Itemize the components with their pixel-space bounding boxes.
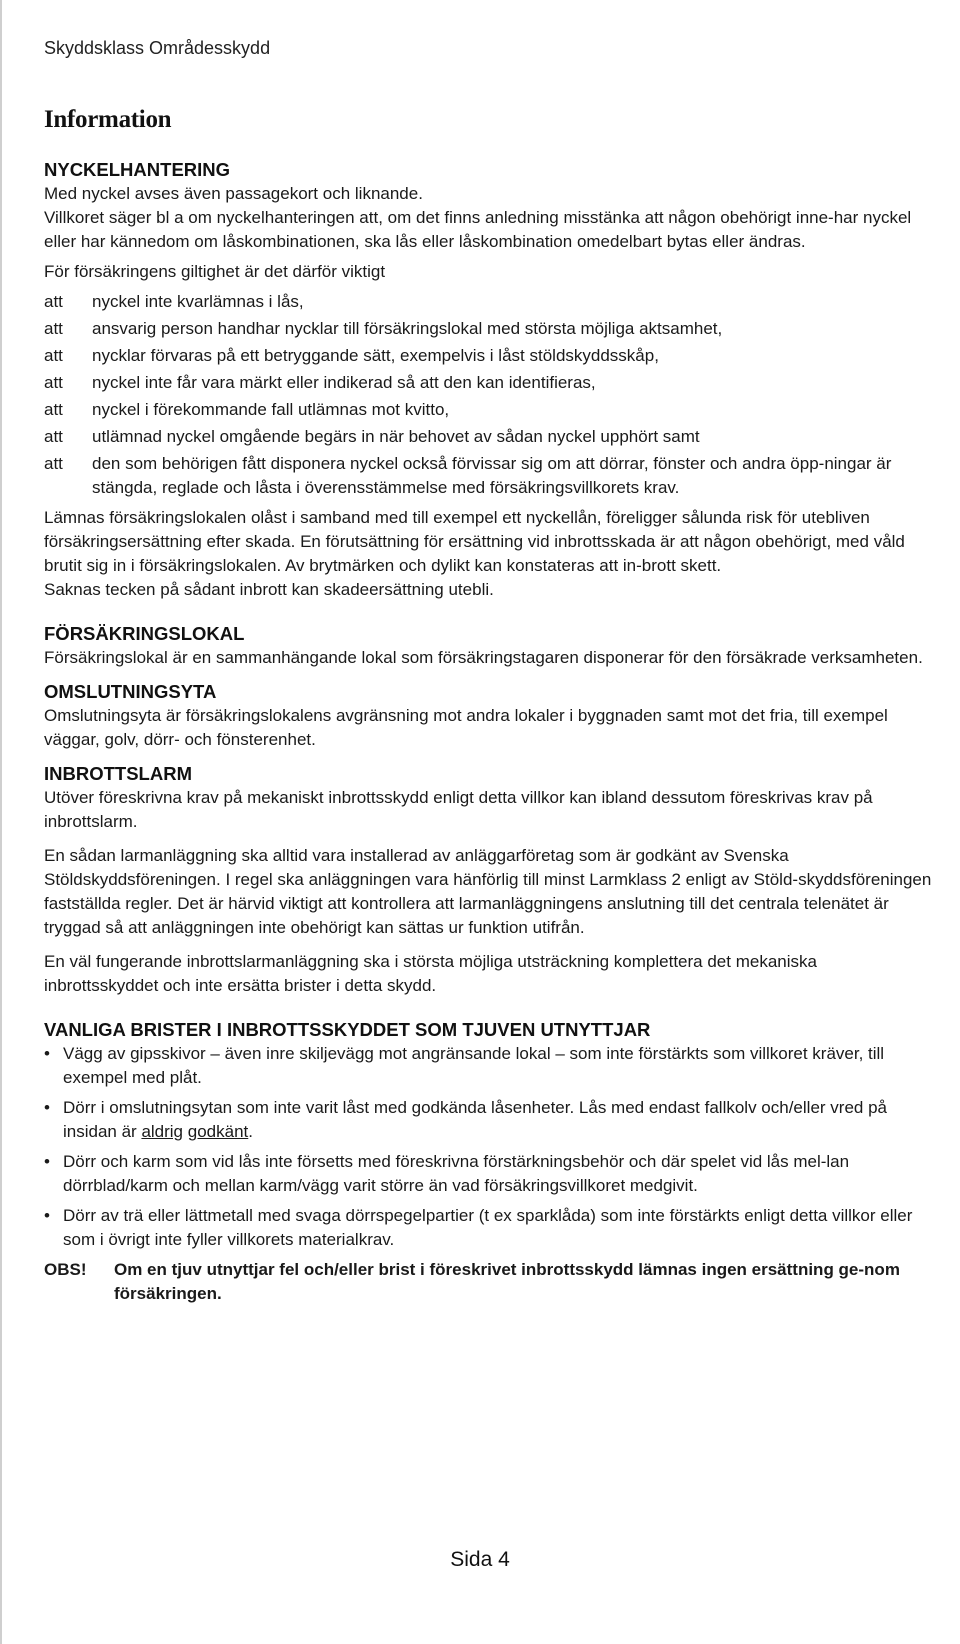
paragraph: En väl fungerande inbrottslarmanläggning ska i största möjliga utsträckning komplettera det mekaniska inbrottsskyddet och inte ersätta brister i detta skydd. [44, 952, 817, 995]
list-item-text: nycklar förvaras på ett betryggande sätt, exempelvis i låst stöldskyddsskåp, [92, 346, 659, 365]
paragraph: Med nyckel avses även passagekort och liknande. [44, 184, 423, 203]
page-title: Information [44, 106, 172, 133]
att-label: att [44, 373, 63, 392]
list-item [44, 398, 936, 422]
list-item-text: nyckel inte får vara märkt eller indikerad så att den kan identifieras, [92, 373, 596, 392]
heading-omslutningsyta: OMSLUTNINGSYTA [44, 681, 217, 702]
page-number: Sida 4 [450, 1548, 510, 1571]
list-item [44, 344, 936, 368]
main-content [44, 158, 936, 1306]
att-label: att [44, 400, 63, 419]
list-item-text [63, 1096, 936, 1144]
list-item [44, 425, 936, 449]
paragraph: För försäkringens giltighet är det därför viktigt [44, 262, 386, 281]
list-item [44, 1150, 936, 1198]
paragraph: Utöver föreskrivna krav på mekaniskt inbrottsskydd enligt detta villkor kan ibland dessutom föreskrivas krav på inbrottslarm. [44, 788, 873, 831]
heading-inbrottslarm: INBROTTSLARM [44, 763, 192, 784]
paragraph: Omslutningsyta är försäkringslokalens avgränsning mot andra lokaler i byggnaden samt mot det fria, till exempel väggar, golv, dörr- och fönsterenhet. [44, 706, 888, 749]
paragraph: Försäkringslokal är en sammanhängande lokal som försäkringstagaren disponerar för den försäkrade verksamheten. [44, 648, 923, 667]
list-item [44, 371, 936, 395]
list-item-text: nyckel inte kvarlämnas i lås, [92, 292, 304, 311]
att-label: att [44, 346, 63, 365]
paragraph: Lämnas försäkringslokalen olåst i samband med till exempel ett nyckellån, föreligger sålunda risk för utebliven försäkringsersättning efter skada. En förutsättning för ersättning vid inbrottsskada är att någon obehörigt, med våld brutit sig in i försäkringslokalen. Av brytmärken och dylikt kan konstateras att in-brott skett. [44, 508, 905, 575]
list-item-text: Dörr och karm som vid lås inte försetts med föreskrivna förstärkningsbehör och där spelet vid lås mel-lan dörrblad/karm och mellan karm/vägg varit större än vad försäkringsvillkoret medgivit. [63, 1152, 850, 1195]
list-item [44, 1204, 936, 1252]
list-item [44, 1096, 936, 1144]
bullet-icon: • [44, 1206, 50, 1225]
underlined-word: godkänt [187, 1122, 249, 1141]
list-item-text: Vägg av gipsskivor – även inre skiljevägg mot angränsande lokal – som inte förstärkts som villkoret kräver, till exempel med plåt. [63, 1044, 885, 1087]
list-item [44, 317, 936, 341]
list-item-text: den som behörigen fått disponera nyckel också förvissar sig om att dörrar, fönster och andra öpp-ningar är stängda, reglade och låsta i överensstämmelse med försäkringsvillkorets krav. [92, 454, 892, 497]
obs-label: OBS! [44, 1260, 87, 1279]
list-item-text: ansvarig person handhar nycklar till försäkringslokal med största möjliga aktsamhet, [92, 319, 723, 338]
att-list [44, 290, 936, 500]
list-item [44, 290, 936, 314]
att-label: att [44, 319, 63, 338]
bullet-icon: • [44, 1152, 50, 1171]
list-item [44, 1042, 936, 1090]
obs-note [44, 1258, 936, 1306]
text-run: . [248, 1122, 253, 1141]
heading-vanliga-brister: VANLIGA BRISTER I INBROTTSSKYDDET SOM TJUVEN UTNYTTJAR [44, 1019, 651, 1040]
bullet-list [44, 1042, 936, 1252]
att-label: att [44, 427, 63, 446]
att-label: att [44, 454, 63, 473]
list-item-text: utlämnad nyckel omgående begärs in när behovet av sådan nyckel upphört samt [92, 427, 700, 446]
heading-nyckelhantering: NYCKELHANTERING [44, 159, 231, 180]
list-item-text: Dörr av trä eller lättmetall med svaga dörrspegelpartier (t ex sparklåda) som inte förstärkts enligt detta villkor eller som i övrigt inte fyller villkorets materialkrav. [63, 1206, 913, 1249]
paragraph: Saknas tecken på sådant inbrott kan skadeersättning utebli. [44, 580, 494, 599]
att-label: att [44, 292, 63, 311]
heading-forsakringslokal: FÖRSÄKRINGSLOKAL [44, 623, 245, 644]
list-item [44, 452, 936, 500]
text-run: Dörr i omslutningsytan som inte varit låst med godkända låsenheter. Lås med endast fallkolv och/eller vred på insidan är [63, 1098, 887, 1141]
bullet-icon: • [44, 1098, 50, 1117]
running-header: Skyddsklass Områdesskydd [44, 38, 271, 58]
paragraph: Villkoret säger bl a om nyckelhanteringen att, om det finns anledning misstänka att någon obehörigt inne-har nyckel eller har kännedom om låskombinationen, ska lås eller låskombination omedelbart bytas eller ändras. [44, 208, 912, 251]
bullet-icon: • [44, 1044, 50, 1063]
paragraph: En sådan larmanläggning ska alltid vara installerad av anläggarföretag som är godkänt av Svenska Stöldskyddsföreningen. I regel ska anläggningen vara hänförlig till minst Larmklass 2 enligt av Stöld-skyddsföreningen fastställda regler. Det är härvid viktigt att kontrollera att larmanläggningens anslutning till det centrala telenätet är tryggad så att anläggningen inte obehörigt kan sättas ur funktion utifrån. [44, 846, 932, 937]
page-edge [0, 0, 2, 1644]
list-item-text: nyckel i förekommande fall utlämnas mot kvitto, [92, 400, 450, 419]
underlined-word: aldrig [141, 1122, 184, 1141]
obs-text: Om en tjuv utnyttjar fel och/eller brist i föreskrivet inbrottsskydd lämnas ingen ersättning ge-nom försäkringen. [114, 1260, 900, 1303]
